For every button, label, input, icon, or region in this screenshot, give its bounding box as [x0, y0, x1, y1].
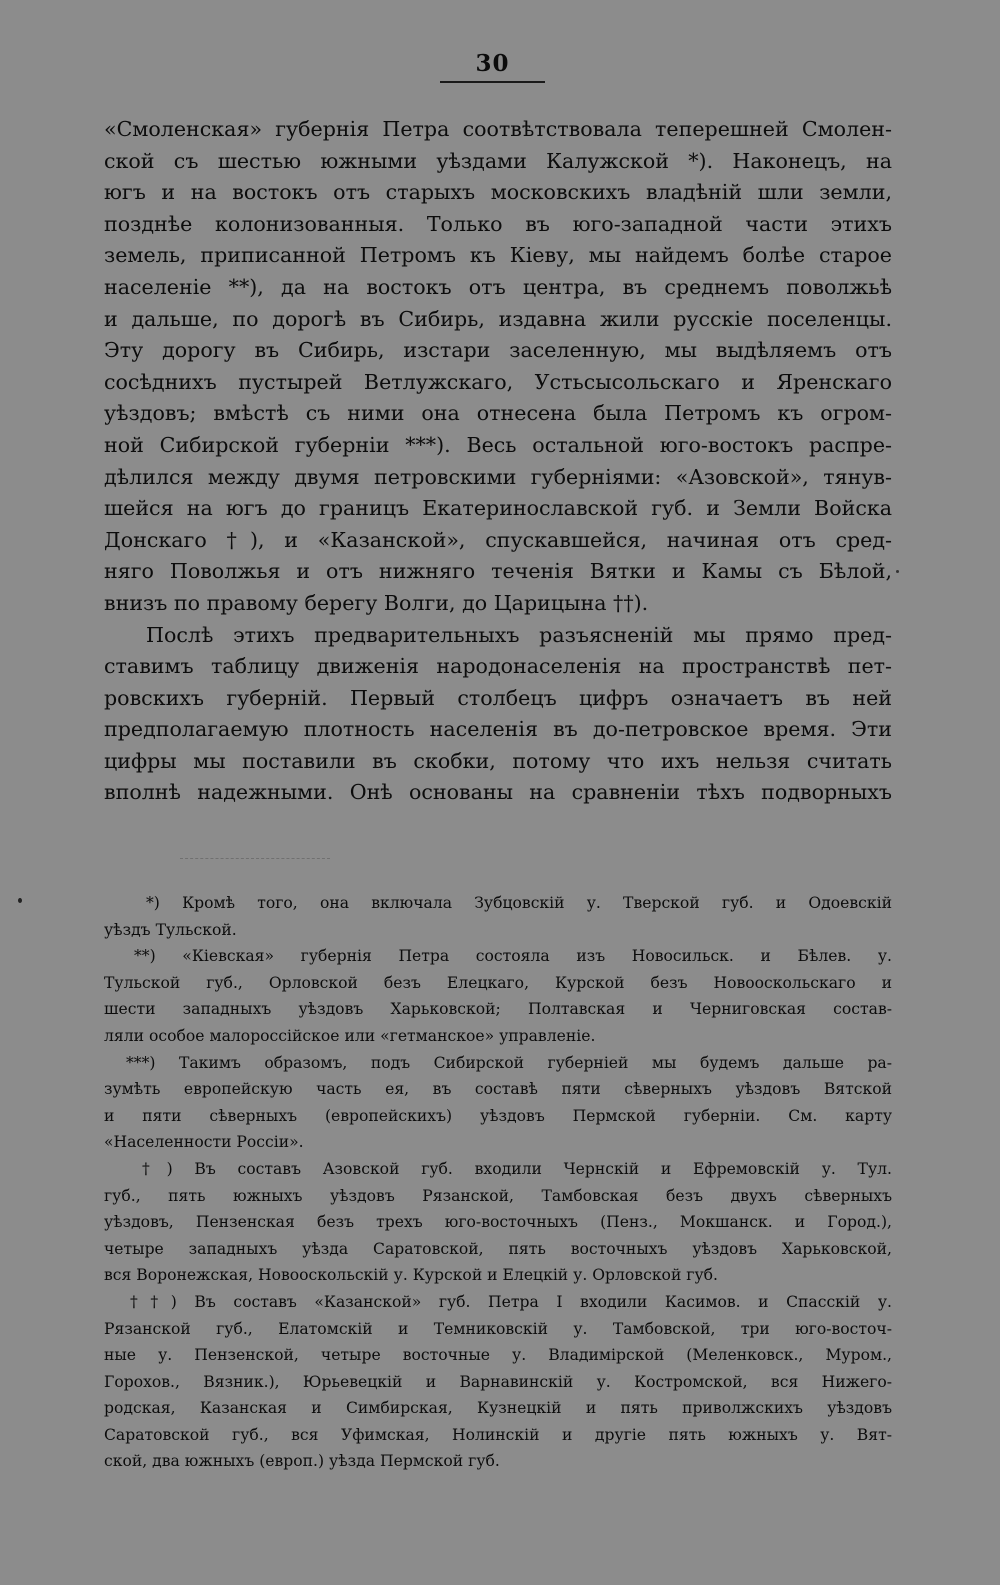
main-text-line: позднѣе колонизованныя. Только въ юго-западной части этихъ — [104, 211, 892, 236]
footnote-line: Тульской губ., Орловской безъ Елецкаго, Курской безъ Новооскольскаго и — [104, 973, 892, 992]
footnote-line: четыре западныхъ уѣзда Саратовской, пять восточныхъ уѣздовъ Харьковской, — [104, 1239, 892, 1258]
footnote-line: зумѣть европейскую часть ея, въ составѣ пяти сѣверныхъ уѣздовъ Вятской — [104, 1080, 892, 1099]
footnote-line: «Населенности Россіи». — [104, 1133, 304, 1152]
main-text-line: вполнѣ надежными. Онѣ основаны на сравненіи тѣхъ подворныхъ — [104, 780, 892, 805]
main-text-line: ставимъ таблицу движенія народонаселенія на пространствѣ пет- — [104, 654, 892, 679]
footnote-separator — [180, 858, 330, 861]
main-text-line: внизъ по правому берегу Волги, до Царицына ††). — [104, 590, 649, 615]
main-text-line: населеніе **), да на востокъ отъ центра, въ среднемъ поволжьѣ — [104, 274, 892, 299]
footnote-line: уѣздъ Тульской. — [104, 920, 237, 939]
footnote-line: ***) Такимъ образомъ, подъ Сибирской губерніей мы будемъ дальше ра- — [126, 1053, 892, 1072]
main-text-body — [104, 114, 892, 809]
footnote-line: уѣздовъ, Пензенская безъ трехъ юго-восточныхъ (Пенз., Мокшанск. и Город.), — [104, 1213, 892, 1232]
footnote-line: Рязанской губ., Елатомскій и Темниковскій у. Тамбовской, три юго-восточ- — [104, 1319, 892, 1338]
footnote-line: Саратовской губ., вся Уфимская, Нолинскій и другіе пять южныхъ у. Вят- — [104, 1425, 892, 1444]
main-text-line: ной Сибирской губерніи ***). Весь остальной юго-востокъ распре- — [104, 432, 892, 457]
scan-speck — [896, 570, 899, 573]
main-text-line: цифры мы поставили въ скобки, потому что ихъ нельзя считать — [104, 748, 892, 773]
main-text-line: югъ и на востокъ отъ старыхъ московскихъ владѣній шли земли, — [104, 180, 892, 205]
footnote-line: **) «Кіевская» губернія Петра состояла изъ Новосильск. и Бѣлев. у. — [134, 947, 892, 966]
main-text-line: уѣздовъ; вмѣстѣ съ ними она отнесена была Петромъ къ огром- — [104, 401, 892, 426]
main-text-line: няго Поволжья и отъ нижняго теченія Вятки и Камы съ Бѣлой, — [104, 559, 892, 584]
main-text-line: Донскаго †), и «Казанской», спускавшейся, начиная отъ сред- — [104, 527, 892, 552]
footnote-line: ляли особое малороссійское или «гетманское» управленіе. — [104, 1026, 596, 1045]
main-text-line: Эту дорогу въ Сибирь, изстари заселенную, мы выдѣляемъ отъ — [104, 338, 892, 363]
footnote-line: вся Воронежская, Новооскольскій у. Курской и Елецкій у. Орловской губ. — [104, 1266, 718, 1285]
main-text-line: и дальше, по дорогѣ въ Сибирь, издавна жили русскіе поселенцы. — [104, 306, 892, 331]
main-text-line: «Смоленская» губернія Петра соотвѣтствовала теперешней Смолен- — [104, 117, 892, 141]
main-text-line: предполагаемую плотность населенія въ до-петровское время. Эти — [104, 717, 892, 742]
main-text-line: Послѣ этихъ предварительныхъ разъясненій мы прямо пред- — [146, 622, 892, 647]
footnote-line: родская, Казанская и Симбирская, Кузнецкій и пять приволжскихъ уѣздовъ — [104, 1399, 892, 1418]
footnotes — [104, 890, 892, 1475]
footnote-line: губ., пять южныхъ уѣздовъ Рязанской, Тамбовская безъ двухъ сѣверныхъ — [104, 1186, 892, 1205]
scan-speck — [18, 898, 22, 903]
footnote-line: Горохов., Вязник.), Юрьевецкій и Варнавинскій у. Костромской, вся Нижего- — [104, 1372, 892, 1391]
main-text-line: дѣлился между двумя петровскими губерніями: «Азовской», тянув- — [104, 464, 892, 489]
footnote-line: ные у. Пензенской, четыре восточные у. Владимірской (Меленковск., Муром., — [104, 1346, 892, 1365]
footnote-line: *) Кромѣ того, она включала Зубцовскій у. Тверской губ. и Одоевскій — [146, 894, 892, 912]
main-text-line: земель, приписанной Петромъ къ Кіеву, мы найдемъ болѣе старое — [104, 243, 892, 268]
main-text-line: ской съ шестью южными уѣздами Калужской *). Наконецъ, на — [104, 148, 892, 173]
footnote-line: †) Въ составъ Азовской губ. входили Чернскій и Ефремовскій у. Тул. — [142, 1159, 892, 1178]
footnote-line: ††) Въ составъ «Казанской» губ. Петра I входили Касимов. и Спасскій у. — [130, 1292, 892, 1311]
main-text-line: сосѣднихъ пустырей Ветлужскаго, Устьсысольскаго и Яренскаго — [104, 369, 892, 394]
page-number: 30 — [440, 50, 545, 83]
footnote-line: и пяти сѣверныхъ (европейскихъ) уѣздовъ Пермской губерніи. См. карту — [104, 1106, 892, 1125]
main-text-line: ровскихъ губерній. Первый столбецъ цифръ означаетъ въ ней — [104, 685, 892, 710]
footnote-line: шести западныхъ уѣздовъ Харьковской; Полтавская и Черниговская состав- — [104, 1000, 892, 1019]
footnote-line: ской, два южныхъ (европ.) уѣзда Пермской губ. — [104, 1452, 500, 1471]
main-text-line: шейся на югъ до границъ Екатеринославской губ. и Земли Войска — [104, 496, 892, 521]
